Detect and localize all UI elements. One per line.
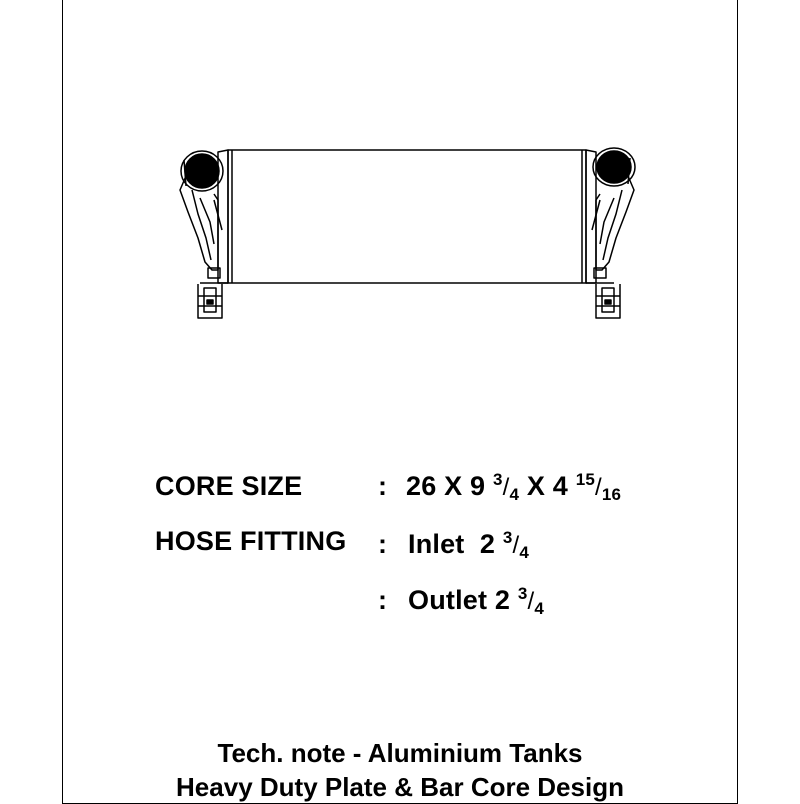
tech-note-line1: Tech. note - Aluminium Tanks <box>217 738 583 768</box>
outlet-separator: : <box>378 585 388 615</box>
left-outlet-fitting <box>181 151 223 191</box>
fraction-slash: / <box>527 588 535 615</box>
inlet-frac-num: 3 <box>502 528 513 547</box>
core-size-frac2-den: 16 <box>601 485 622 504</box>
hose-fitting-label: HOSE FITTING <box>155 526 347 556</box>
hose-fitting-separator: : <box>378 529 388 559</box>
tech-note-line2: Heavy Duty Plate & Bar Core Design <box>176 772 624 802</box>
core-size-label: CORE SIZE <box>155 471 303 501</box>
right-inlet-fitting <box>593 148 635 186</box>
inlet-text: Inlet 2 <box>408 529 496 559</box>
core-size-value <box>406 470 622 504</box>
hose-fitting-outlet <box>408 584 545 618</box>
core-size-separator: : <box>378 471 388 501</box>
core-size-frac2-num: 15 <box>575 470 596 489</box>
inlet-frac-den: 4 <box>519 543 530 562</box>
hose-fitting-inlet <box>408 528 530 562</box>
right-mounting-bracket <box>596 284 620 318</box>
core-size-prefix: 26 X 9 <box>406 471 486 501</box>
fraction-slash: / <box>502 474 510 501</box>
outlet-text: Outlet 2 <box>408 585 511 615</box>
fraction-slash: / <box>595 474 602 501</box>
outlet-frac-den: 4 <box>534 599 545 618</box>
core-size-frac1-num: 3 <box>492 470 503 489</box>
core-size-frac1-den: 4 <box>509 485 520 504</box>
outlet-frac-num: 3 <box>517 584 528 603</box>
left-mounting-bracket <box>198 284 222 318</box>
intercooler-core <box>228 150 586 283</box>
fraction-slash: / <box>512 532 520 559</box>
core-size-middle: X 4 <box>526 471 568 501</box>
